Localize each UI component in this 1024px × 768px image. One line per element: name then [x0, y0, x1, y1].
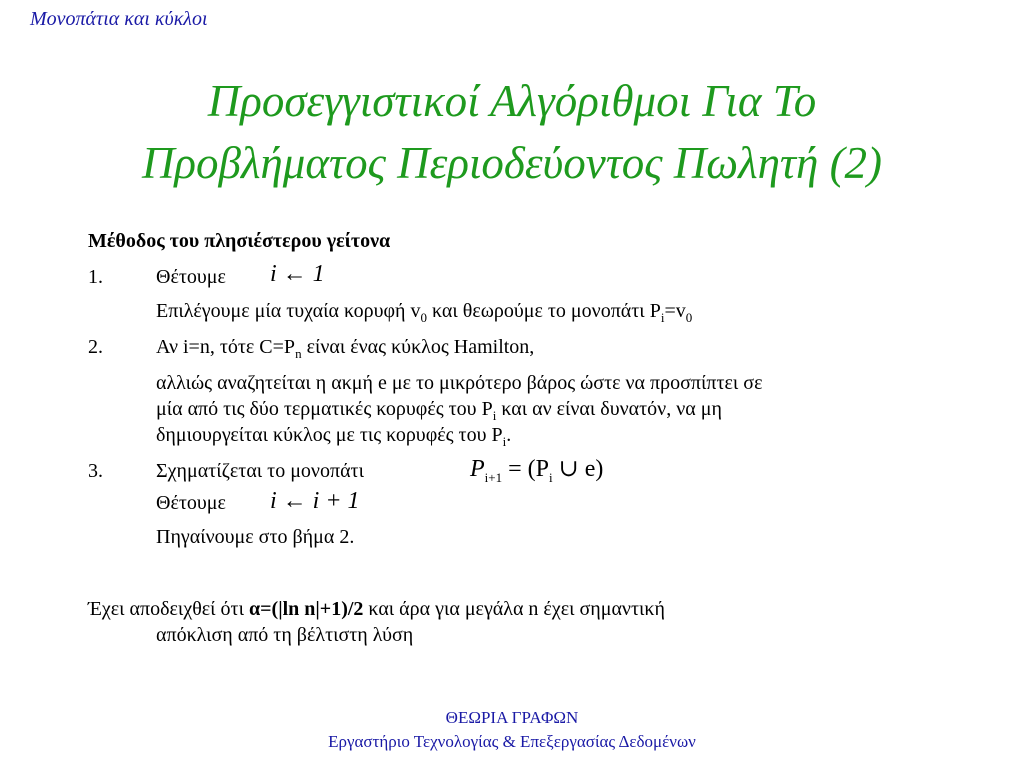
conclusion-formula: α=(|ln n|+1)/2: [248, 598, 364, 620]
step-3-formula-open: = (P: [502, 456, 549, 482]
step-3-formula: [470, 456, 604, 485]
title-line-1: Προσεγγιστικοί Αλγόριθμοι Για Το: [207, 76, 817, 126]
step-3-formula-rhs-sub: i: [549, 469, 553, 485]
step-3-goto-text: Πηγαίνουμε στο βήμα 2.: [156, 526, 355, 548]
step-2-line-1-text: αλλιώς αναζητείται η ακμή e με το μικρότερο βάρος ώστε να προσπίπτει σε: [156, 372, 763, 394]
step-3-set-formula: [270, 488, 360, 514]
step-2-line-3-text: [156, 422, 511, 448]
conclusion-prefix: Έχει αποδειχθεί ότι: [88, 598, 249, 620]
step-1-detail-sub3: 0: [685, 310, 693, 325]
conclusion-line-2: απόκλιση από τη βέλτιστη λύση: [156, 624, 414, 646]
step-1-formula-text: i ← 1: [270, 261, 325, 287]
step-2-text: [156, 334, 534, 360]
title-line-2: Προβλήματος Περιοδεύοντος Πωλητή (2): [141, 138, 883, 188]
step-1-number: 1.: [88, 266, 103, 288]
method-heading: Μέθοδος του πλησιέστερου γείτονα: [88, 230, 391, 252]
step-2-line-2-text: [156, 396, 722, 422]
step-3-set-formula-text: i ← i + 1: [270, 488, 360, 514]
step-1-detail-eq: =v: [664, 300, 686, 322]
step-2-text-sub: n: [295, 346, 302, 361]
step-1-detail-prefix: Επιλέγουμε μία τυχαία κορυφή v: [156, 300, 421, 322]
step-1-formula: [270, 261, 325, 287]
section-header: Μονοπάτια και κύκλοι: [30, 8, 208, 30]
footer-line-2: Εργαστήριο Τεχνολογίας & Επεξεργασίας Δεδομένων: [328, 732, 696, 751]
step-1-detail-mid: και θεωρούμε το μονοπάτι P: [426, 300, 661, 322]
step-2-line-3-sub: i: [502, 434, 507, 449]
step-1-detail-sub2: i: [660, 310, 665, 325]
step-2-line-2-prefix: μία από τις δύο τερματικές κορυφές του P: [156, 398, 493, 420]
conclusion-line-1: [88, 596, 908, 622]
step-2-line-3-suffix: .: [506, 424, 512, 446]
footer-line-1: ΘΕΩΡΙΑ ΓΡΑΦΩΝ: [445, 708, 579, 727]
step-3-text: Σχηματίζεται το μονοπάτι: [156, 460, 364, 482]
step-2-line-3-prefix: δημιουργείται κύκλος με τις κορυφές του P: [156, 424, 503, 446]
step-3-set-text: Θέτουμε: [156, 492, 226, 514]
step-3-formula-lhs-sub: i+1: [484, 469, 503, 485]
step-3-formula-close: ∪ e): [552, 456, 604, 482]
step-2-line-2-sub: i: [492, 408, 497, 423]
step-2-text-prefix: Αν i=n, τότε C=P: [156, 336, 296, 358]
step-1-detail-text: [156, 298, 692, 324]
step-1-text: Θέτουμε: [156, 266, 226, 288]
step-3-number: 3.: [88, 460, 103, 482]
footer: [0, 706, 1024, 754]
conclusion-suffix: και άρα για μεγάλα n έχει σημαντική: [363, 598, 665, 620]
step-2-number: 2.: [88, 336, 103, 358]
step-1-detail-sub1: 0: [420, 310, 427, 325]
step-2-line-2-suffix: και αν είναι δυνατόν, να μη: [496, 398, 722, 420]
step-2-text-suffix: είναι ένας κύκλος Hamilton,: [301, 336, 535, 358]
slide-title: [0, 70, 1024, 194]
conclusion: [88, 596, 908, 648]
step-3-formula-lhs: P: [470, 456, 485, 482]
